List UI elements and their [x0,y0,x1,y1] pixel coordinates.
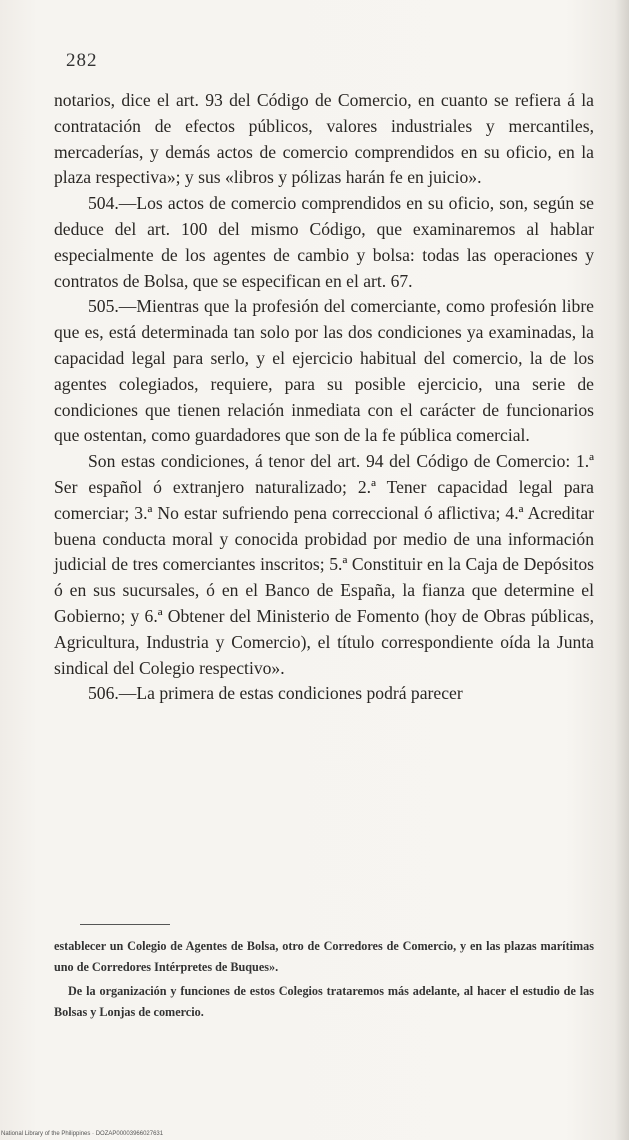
paragraph-continuation: notarios, dice el art. 93 del Código de Comercio, en cuanto se refiera á la contratación de efectos públicos, valores industriales y mercantiles, mercaderías, y demás actos de comercio comprendidos en su oficio, en la plaza respectiva»; y sus «libros y pólizas harán fe en juicio». [54,90,594,188]
page-edge-shadow [615,0,629,1140]
paragraph-conditions: Son estas condiciones, á tenor del art. 94 del Código de Comercio: 1.ª Ser español ó extranjero naturalizado; 2.ª Tener capacidad legal para comerciar; 3.ª No estar sufriendo pena correccional ó aflictiva; 4.ª Acreditar buena conducta moral y conocida probidad por medio de una información judicial de tres comerciantes inscritos; 5.ª Constituir en la Caja de Depósitos ó en sus sucursales, ó en el Banco de España, la fianza que determine el Gobierno; y 6.ª Obtener del Ministerio de Fomento (hoy de Obras públicas, Agricultura, Industria y Comercio), el título correspondiente oída la Junta sindical del Colegio respectivo». [54,451,594,678]
body-text [54,88,594,707]
footnotes [54,936,594,1022]
footnote-divider [80,924,170,925]
paragraph-506: 506.—La primera de estas condiciones podrá parecer [88,683,463,704]
footnote-continuation: establecer un Colegio de Agentes de Bolsa, otro de Corredores de Comercio, y en las plazas marítimas uno de Corredores Intérpretes de Buques». [54,939,594,974]
page-number: 282 [66,50,98,71]
footnote-paragraph: De la organización y funciones de estos Colegios trataremos más adelante, al hacer el estudio de las Bolsas y Lonjas de comercio. [54,984,594,1019]
paragraph-504: 504.—Los actos de comercio comprendidos en su oficio, son, según se deduce del art. 100 del mismo Código, que examinaremos al hablar especialmente de los agentes de cambio y bolsa: todas las operaciones y contratos de Bolsa, que se especifican en el art. 67. [54,193,594,291]
library-stamp: National Library of the Philippines · DOZAP00003966027631 [1,1131,164,1137]
paragraph-505: 505.—Mientras que la profesión del comerciante, como profesión libre que es, está determinada tan solo por las dos condiciones ya examinadas, la capacidad legal para serlo, y el ejercicio habitual del comercio, la de los agentes colegiados, requiere, para su posible ejercicio, una serie de condiciones que tienen relación inmediata con el carácter de funcionarios que ostentan, como guardadores que son de la fe pública comercial. [54,296,594,446]
